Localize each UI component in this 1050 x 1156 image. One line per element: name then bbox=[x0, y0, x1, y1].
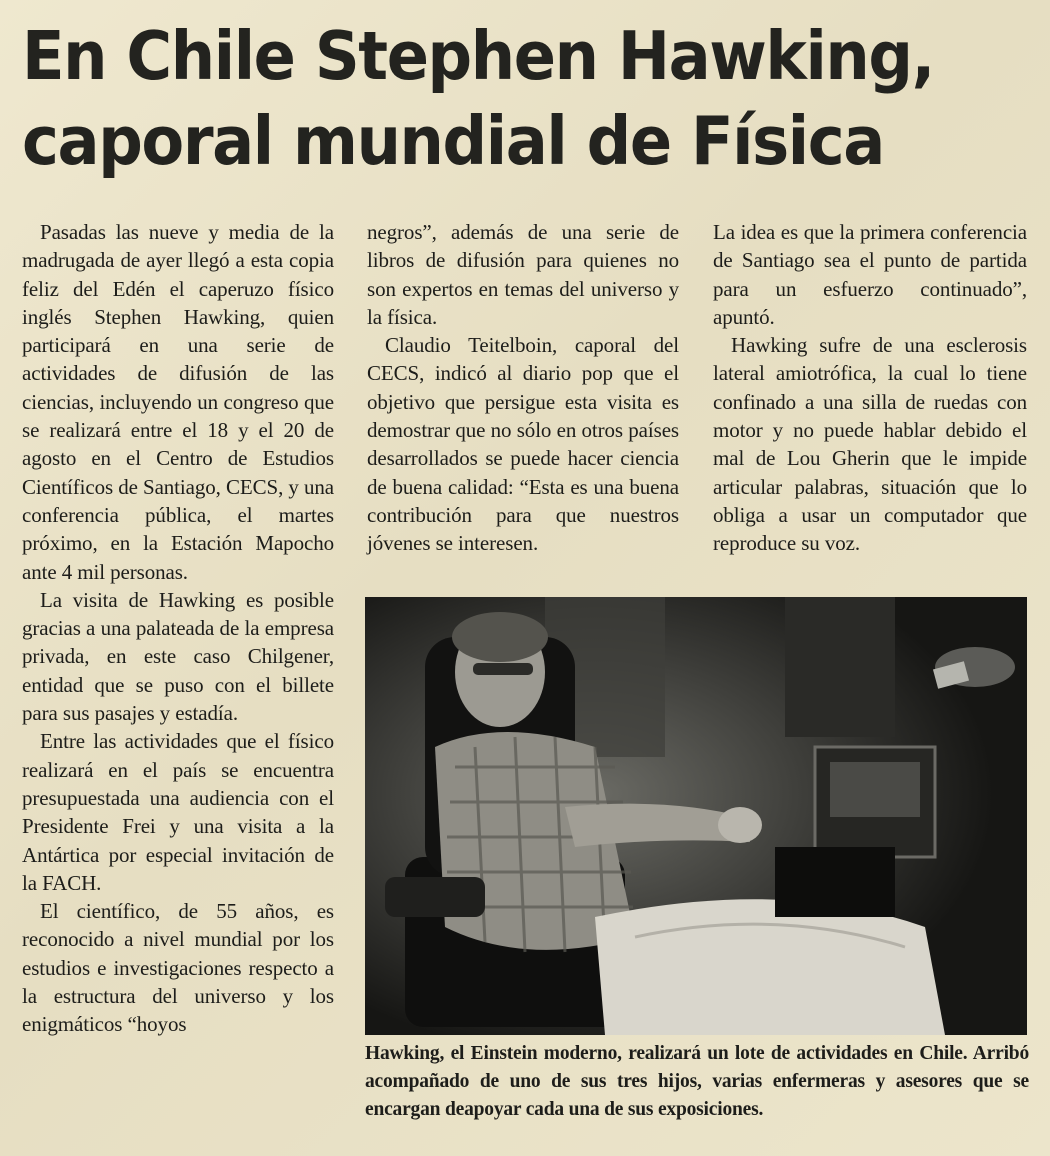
paragraph: Entre las actividades que el físico realizará en el país se encuentra presupuestada una audiencia con el Presidente Frei y una visita a la Antártica por especial invitación de la FACH. bbox=[22, 729, 334, 895]
photo-caption: Hawking, el Einstein moderno, realizará un lote de actividades en Chile. Arribó acompañado de uno de sus tres hijos, varias enfermeras y asesores que se encargan deapoyar cada una de sus exposiciones. bbox=[365, 1043, 1029, 1120]
paragraph: La idea es que la primera conferencia de Santiago sea el punto de partida para un esfuerzo continuado”, apuntó. bbox=[713, 220, 1027, 329]
article-column-1 bbox=[22, 218, 334, 1039]
paragraph: La visita de Hawking es posible gracias a una palateada de la empresa privada, en este caso Chilgener, entidad que se puso con el billete para sus pasajes y estadía. bbox=[22, 587, 334, 726]
headline-line-2: caporal mundial de Física bbox=[22, 102, 884, 180]
paragraph: Claudio Teitelboin, caporal del CECS, indicó al diario pop que el objetivo que persigue esta visita es demostrar que no sólo en otros países desarrollados se puede hacer ciencia de buena calidad: “Esta es una buena contribución para que nuestros jóvenes se interesen. bbox=[367, 333, 679, 556]
photo-illustration bbox=[365, 597, 1027, 1035]
article-column-2 bbox=[367, 218, 679, 558]
paragraph: negros”, además de una serie de libros de difusión para quienes no son expertos en temas del universo y la física. bbox=[367, 220, 679, 329]
article-column-3 bbox=[713, 218, 1027, 558]
paragraph: El científico, de 55 años, es reconocido a nivel mundial por los estudios e investigaciones respecto a la estructura del universo y los enigmáticos “hoyos bbox=[22, 899, 334, 1037]
news-photo bbox=[365, 597, 1027, 1035]
headline bbox=[22, 14, 961, 184]
paragraph: Hawking sufre de una esclerosis lateral amiotrófica, la cual lo tiene confinado a una silla de ruedas con motor y no puede hablar debido el mal de Lou Gherin que le impide articular palabras, situación que lo obliga a usar un computador que reproduce su voz. bbox=[713, 333, 1027, 556]
headline-line-1: En Chile Stephen Hawking, bbox=[22, 17, 934, 95]
paragraph: Pasadas las nueve y media de la madrugada de ayer llegó a esta copia feliz del Edén el caperuzo físico inglés Stephen Hawking, quien participará en una serie de actividades de difusión de las ciencias, incluyendo un congreso que se realizará entre el 18 y el 20 de agosto en el Centro de Estudios Científicos de Santiago, CECS, y una conferencia pública, el martes próximo, en la Estación Mapocho ante 4 mil personas. bbox=[22, 220, 334, 584]
